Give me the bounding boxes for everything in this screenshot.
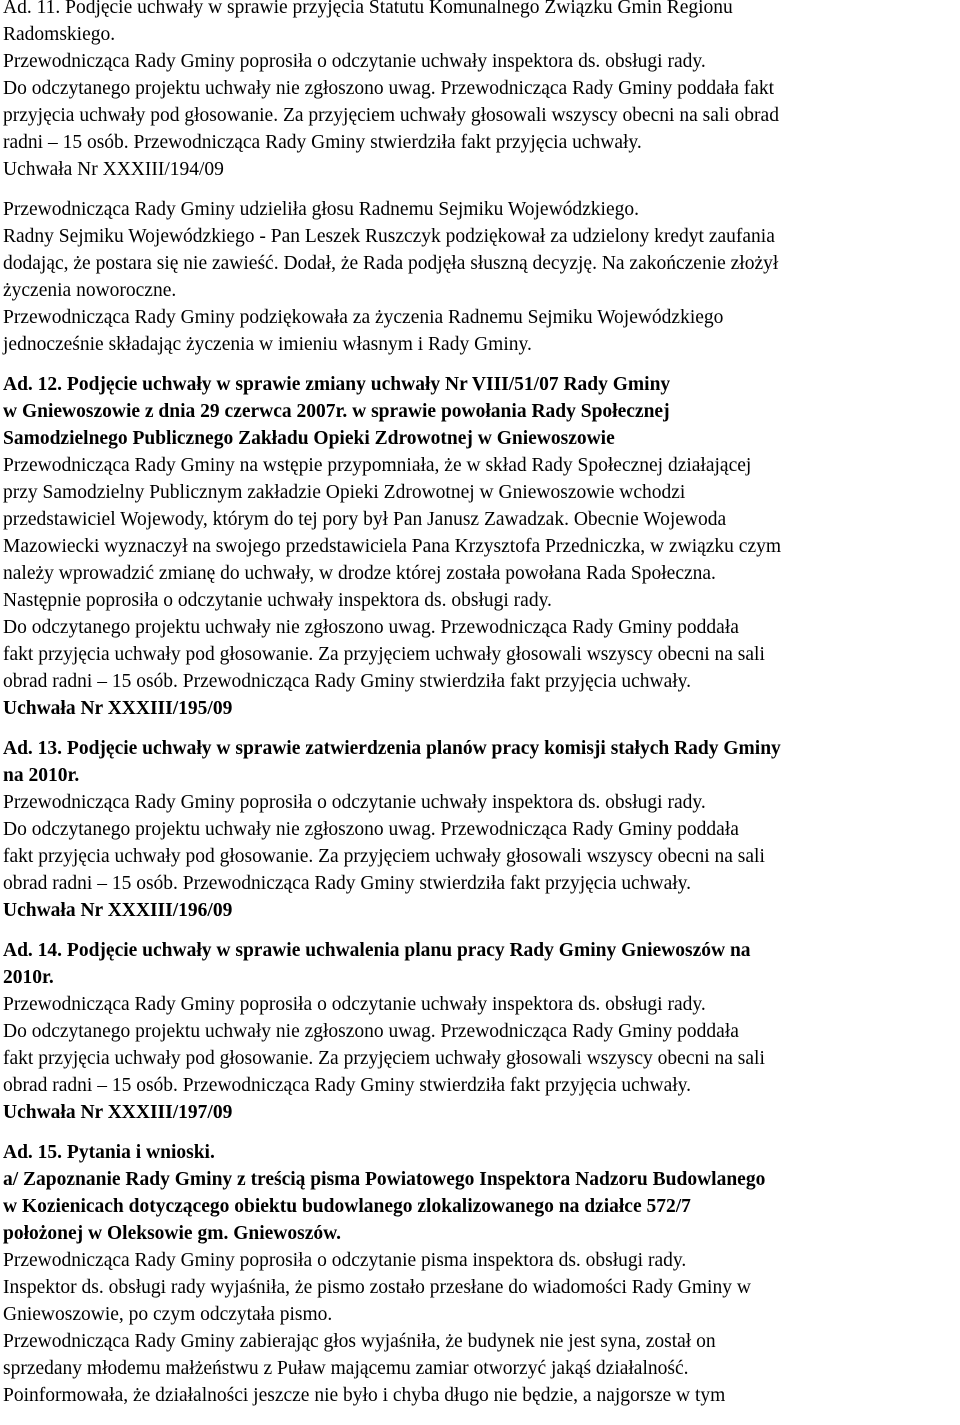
text-line: Przewodnicząca Rady Gminy poprosiła o odczytanie uchwały inspektora ds. obsługi rady. bbox=[3, 51, 706, 72]
text-line: przy Samodzielny Publicznym zakładzie Opieki Zdrowotnej w Gniewoszowie wchodzi bbox=[3, 482, 686, 503]
ad11-heading-line2: Radomskiego. bbox=[3, 24, 116, 45]
text-line: sprzedany młodemu małżeństwu z Puław mającemu zamiar otworzyć jakąś działalność. bbox=[3, 1358, 689, 1379]
subitem-heading-line2: w Kozienicach dotyczącego obiektu budowlanego zlokalizowanego na działce 572/7 bbox=[3, 1196, 691, 1217]
subitem-heading-line1: a/ Zapoznanie Rady Gminy z treścią pisma Powiatowego Inspektora Nadzoru Budowlanego bbox=[3, 1169, 766, 1190]
ad14-heading-line2: 2010r. bbox=[3, 967, 54, 988]
text-line: obrad radni – 15 osób. Przewodnicząca Rady Gminy stwierdziła fakt przyjęcia uchwały. bbox=[3, 1075, 692, 1096]
text-line: Do odczytanego projektu uchwały nie zgłoszono uwag. Przewodnicząca Rady Gminy poddała bbox=[3, 819, 739, 840]
text-line: radni – 15 osób. Przewodnicząca Rady Gminy stwierdziła fakt przyjęcia uchwały. bbox=[3, 132, 642, 153]
text-line: dodając, że postara się nie zawieść. Dodał, że Rada podjęła słuszną decyzję. Na zakończenie złożył bbox=[3, 253, 779, 274]
text-line: obrad radni – 15 osób. Przewodnicząca Rady Gminy stwierdziła fakt przyjęcia uchwały. bbox=[3, 671, 692, 692]
text-line: fakt przyjęcia uchwały pod głosowanie. Za przyjęciem uchwały głosowali wszyscy obecni na sali bbox=[3, 846, 765, 867]
text-line: Inspektor ds. obsługi rady wyjaśniła, że pismo zostało przesłane do wiadomości Rady Gminy w bbox=[3, 1277, 751, 1298]
ad11-heading-line1: Ad. 11. Podjęcie uchwały w sprawie przyjęcia Statutu Komunalnego Związku Gmin Regionu bbox=[3, 0, 733, 18]
text-line: Do odczytanego projektu uchwały nie zgłoszono uwag. Przewodnicząca Rady Gminy poddała bbox=[3, 1021, 739, 1042]
text-line: życzenia noworoczne. bbox=[3, 280, 177, 301]
text-line: fakt przyjęcia uchwały pod głosowanie. Za przyjęciem uchwały głosowali wszyscy obecni na sali bbox=[3, 1048, 765, 1069]
text-line: Przewodnicząca Rady Gminy podziękowała za życzenia Radnemu Sejmiku Wojewódzkiego bbox=[3, 307, 724, 328]
text-line: Do odczytanego projektu uchwały nie zgłoszono uwag. Przewodnicząca Rady Gminy poddała fakt bbox=[3, 78, 775, 99]
text-line: Do odczytanego projektu uchwały nie zgłoszono uwag. Przewodnicząca Rady Gminy poddała bbox=[3, 617, 739, 638]
text-line: przyjęcia uchwały pod głosowanie. Za przyjęciem uchwały głosowali wszyscy obecni na sali obrad bbox=[3, 105, 779, 126]
ad14-heading-line1: Ad. 14. Podjęcie uchwały w sprawie uchwalenia planu pracy Rady Gminy Gniewoszów na bbox=[3, 940, 751, 961]
subitem-heading-line3: położonej w Oleksowie gm. Gniewoszów. bbox=[3, 1223, 341, 1244]
text-line: Przewodnicząca Rady Gminy zabierając głos wyjaśniła, że budynek nie jest syna, został on bbox=[3, 1331, 716, 1352]
ad12-heading-line1: Ad. 12. Podjęcie uchwały w sprawie zmiany uchwały Nr VIII/51/07 Rady Gminy bbox=[3, 374, 671, 395]
text-line: przedstawiciel Wojewody, którym do tej pory był Pan Janusz Zawadzak. Obecnie Wojewoda bbox=[3, 509, 727, 530]
text-line: Przewodnicząca Rady Gminy udzieliła głosu Radnemu Sejmiku Wojewódzkiego. bbox=[3, 199, 640, 220]
text-line: Przewodnicząca Rady Gminy poprosiła o odczytanie pisma inspektora ds. obsługi rady. bbox=[3, 1250, 687, 1271]
resolution-number: Uchwała Nr XXXIII/197/09 bbox=[3, 1102, 233, 1123]
text-line: Przewodnicząca Rady Gminy na wstępie przypomniała, że w skład Rady Społecznej działającej bbox=[3, 455, 752, 476]
text-line: Gniewoszowie, po czym odczytała pismo. bbox=[3, 1304, 333, 1325]
ad15-heading: Ad. 15. Pytania i wnioski. bbox=[3, 1142, 215, 1163]
resolution-number: Uchwała Nr XXXIII/196/09 bbox=[3, 900, 233, 921]
text-line: jednocześnie składając życzenia w imieniu własnym i Rady Gminy. bbox=[3, 334, 532, 355]
ad12-heading-line3: Samodzielnego Publicznego Zakładu Opieki Zdrowotnej w Gniewoszowie bbox=[3, 428, 615, 449]
text-line: należy wprowadzić zmianę do uchwały, w drodze której została powołana Rada Społeczna. bbox=[3, 563, 716, 584]
ad12-heading-line2: w Gniewoszowie z dnia 29 czerwca 2007r. w sprawie powołania Rady Społecznej bbox=[3, 401, 670, 422]
text-line: Następnie poprosiła o odczytanie uchwały inspektora ds. obsługi rady. bbox=[3, 590, 552, 611]
resolution-number: Uchwała Nr XXXIII/194/09 bbox=[3, 159, 224, 180]
text-line: Przewodnicząca Rady Gminy poprosiła o odczytanie uchwały inspektora ds. obsługi rady. bbox=[3, 792, 706, 813]
text-line: Mazowiecki wyznaczył na swojego przedstawiciela Pana Krzysztofa Przedniczka, w związku czym bbox=[3, 536, 782, 557]
text-line: Poinformowała, że działalności jeszcze nie było i chyba długo nie będzie, a najgorsze w tym bbox=[3, 1385, 726, 1406]
text-line: Radny Sejmiku Wojewódzkiego - Pan Leszek Ruszczyk podziękował za udzielony kredyt zaufania bbox=[3, 226, 775, 247]
resolution-number: Uchwała Nr XXXIII/195/09 bbox=[3, 698, 233, 719]
text-line: Przewodnicząca Rady Gminy poprosiła o odczytanie uchwały inspektora ds. obsługi rady. bbox=[3, 994, 706, 1015]
text-line: obrad radni – 15 osób. Przewodnicząca Rady Gminy stwierdziła fakt przyjęcia uchwały. bbox=[3, 873, 692, 894]
text-line: fakt przyjęcia uchwały pod głosowanie. Za przyjęciem uchwały głosowali wszyscy obecni na sali bbox=[3, 644, 765, 665]
ad13-heading-line2: na 2010r. bbox=[3, 765, 80, 786]
ad13-heading-line1: Ad. 13. Podjęcie uchwały w sprawie zatwierdzenia planów pracy komisji stałych Rady Gminy bbox=[3, 738, 781, 759]
